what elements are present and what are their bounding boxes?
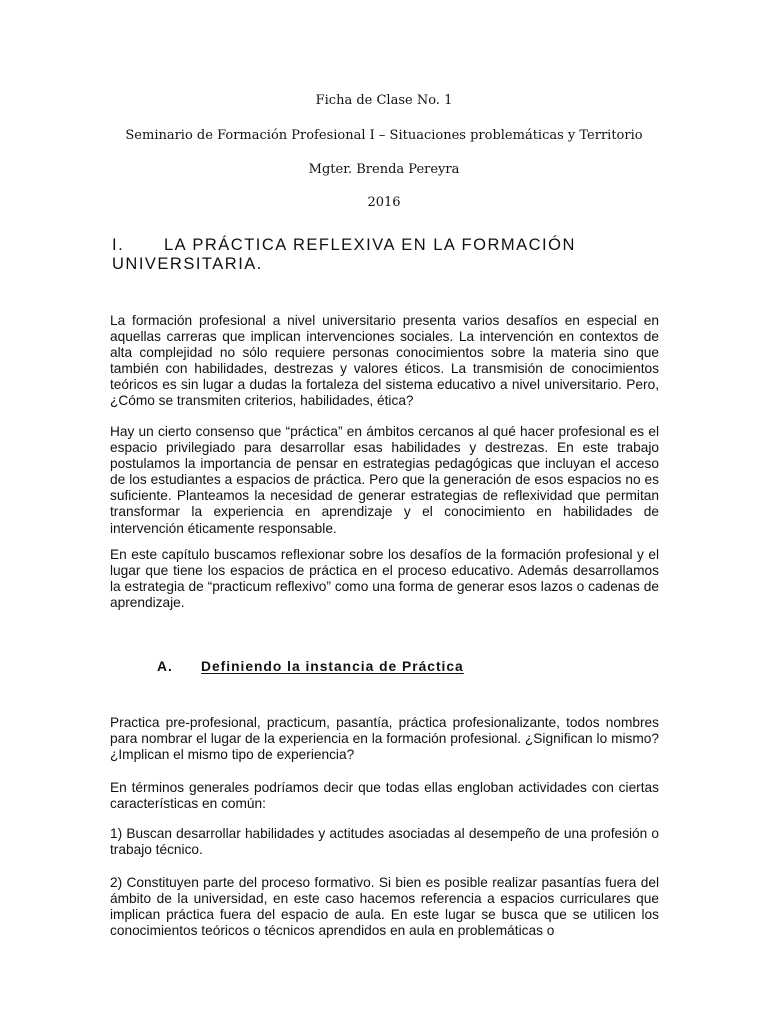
body-paragraph-2: Hay un cierto consenso que “práctica” en ámbitos cercanos al qué hacer profesional es el espacio privilegiado para desarrollar esas habilidades y destrezas. En este trabajo postulamos la importancia de pensar en estrategias pedagógicas que incluyan el acceso de los estudiantes a espacios de práctica. Pero que la generación de esos espacios no es suficiente. Planteamos la necesidad de generar estrategias de reflexividad que permitan transformar la experiencia en aprendizaje y el conocimiento en habilidades de intervención éticamente responsable. [110, 424, 659, 536]
list-item-1: 1) Buscan desarrollar habilidades y actitudes asociadas al desempeño de una profesión o trabajo técnico. [110, 826, 659, 858]
header-line-class-sheet: Ficha de Clase No. 1 [315, 93, 453, 108]
body-paragraph-5: En términos generales podríamos decir que todas ellas engloban actividades con ciertas características en común: [110, 780, 659, 812]
header-line-seminar: Seminario de Formación Profesional I – Situaciones problemáticas y Territorio [125, 128, 643, 143]
body-paragraph-4: Practica pre-profesional, practicum, pasantía, práctica profesionalizante, todos nombres para nombrar el lugar de la experiencia en la formación profesional. ¿Significan lo mismo? ¿Implican el mismo tipo de experiencia? [110, 715, 659, 763]
body-paragraph-1: La formación profesional a nivel universitario presenta varios desafíos en especial en aquellas carreras que implican intervenciones sociales. La intervención en contextos de alta complejidad no sólo requiere personas conocimientos sobre la materia sino que también con habilidades, destrezas y valores éticos. La transmisión de conocimientos teóricos es sin lugar a dudas la fortaleza del sistema educativo a nivel universitario. Pero, ¿Cómo se transmiten criterios, habilidades, ética? [110, 313, 659, 409]
section-number: I. [112, 236, 125, 254]
header-line-year: 2016 [367, 195, 401, 210]
header-line-author: Mgter. Brenda Pereyra [308, 162, 460, 177]
section-heading-1 [112, 236, 672, 274]
subsection-title: Definiendo la instancia de Práctica [201, 659, 464, 674]
subsection-number: A. [157, 659, 173, 674]
list-item-2: 2) Constituyen parte del proceso formativo. Si bien es posible realizar pasantías fuera del ámbito de la universidad, en este caso hacemos referencia a espacios curriculares que implican práctica fuera del espacio de aula. En este lugar se busca que se utilicen los conocimientos teóricos o técnicos aprendidos en aula en problemáticas o [110, 875, 659, 939]
body-paragraph-3: En este capítulo buscamos reflexionar sobre los desafíos de la formación profesional y el lugar que tiene los espacios de práctica en el proceso educativo. Además desarrollamos la estrategia de “practicum reflexivo” como una forma de generar esos lazos o cadenas de aprendizaje. [110, 547, 659, 611]
section-title: LA PRÁCTICA REFLEXIVA EN LA FORMACIÓN UNIVERSITARIA. [112, 236, 576, 273]
subsection-heading-a [157, 659, 464, 674]
